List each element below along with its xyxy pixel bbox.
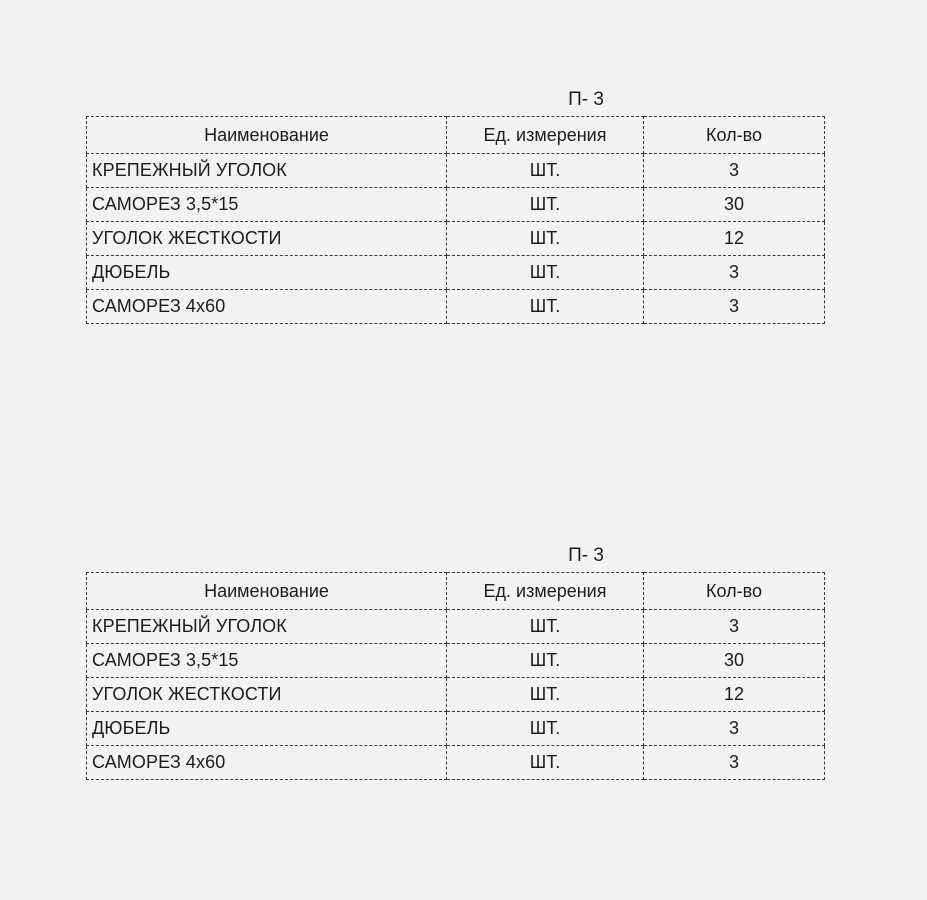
table-row [87, 610, 825, 644]
table-row [87, 256, 825, 290]
cell-name: ДЮБЕЛЬ [87, 256, 447, 290]
cell-name: КРЕПЕЖНЫЙ УГОЛОК [87, 154, 447, 188]
cell-qty: 30 [644, 188, 825, 222]
cell-unit: ШТ. [447, 644, 644, 678]
cell-name: САМОРЕЗ 3,5*15 [87, 644, 447, 678]
cell-name: САМОРЕЗ 3,5*15 [87, 188, 447, 222]
cell-qty: 3 [644, 256, 825, 290]
cell-name: САМОРЕЗ 4х60 [87, 746, 447, 780]
cell-name: УГОЛОК ЖЕСТКОСТИ [87, 222, 447, 256]
cell-name: УГОЛОК ЖЕСТКОСТИ [87, 678, 447, 712]
header-row [87, 117, 825, 154]
header-qty: Кол-во [644, 117, 825, 154]
cell-qty: 3 [644, 712, 825, 746]
table-row [87, 712, 825, 746]
table-caption: П- 3 [568, 545, 604, 566]
cell-qty: 3 [644, 154, 825, 188]
table-caption: П- 3 [568, 89, 604, 110]
cell-qty: 3 [644, 746, 825, 780]
cell-name: ДЮБЕЛЬ [87, 712, 447, 746]
cell-qty: 30 [644, 644, 825, 678]
cell-unit: ШТ. [447, 678, 644, 712]
cell-qty: 3 [644, 290, 825, 324]
header-unit: Ед. измерения [447, 573, 644, 610]
cell-unit: ШТ. [447, 256, 644, 290]
header-row [87, 573, 825, 610]
spec-table [86, 116, 825, 324]
table-row [87, 290, 825, 324]
header-name: Наименование [87, 117, 447, 154]
cell-unit: ШТ. [447, 712, 644, 746]
cell-unit: ШТ. [447, 154, 644, 188]
table-row [87, 678, 825, 712]
spec-table [86, 572, 825, 780]
table-row [87, 644, 825, 678]
cell-unit: ШТ. [447, 222, 644, 256]
cell-unit: ШТ. [447, 610, 644, 644]
table-row [87, 746, 825, 780]
table-row [87, 222, 825, 256]
cell-name: КРЕПЕЖНЫЙ УГОЛОК [87, 610, 447, 644]
cell-name: САМОРЕЗ 4х60 [87, 290, 447, 324]
table-row [87, 154, 825, 188]
header-name: Наименование [87, 573, 447, 610]
cell-qty: 3 [644, 610, 825, 644]
cell-unit: ШТ. [447, 290, 644, 324]
header-qty: Кол-во [644, 573, 825, 610]
cell-unit: ШТ. [447, 746, 644, 780]
cell-qty: 12 [644, 222, 825, 256]
cell-qty: 12 [644, 678, 825, 712]
table-row [87, 188, 825, 222]
header-unit: Ед. измерения [447, 117, 644, 154]
cell-unit: ШТ. [447, 188, 644, 222]
